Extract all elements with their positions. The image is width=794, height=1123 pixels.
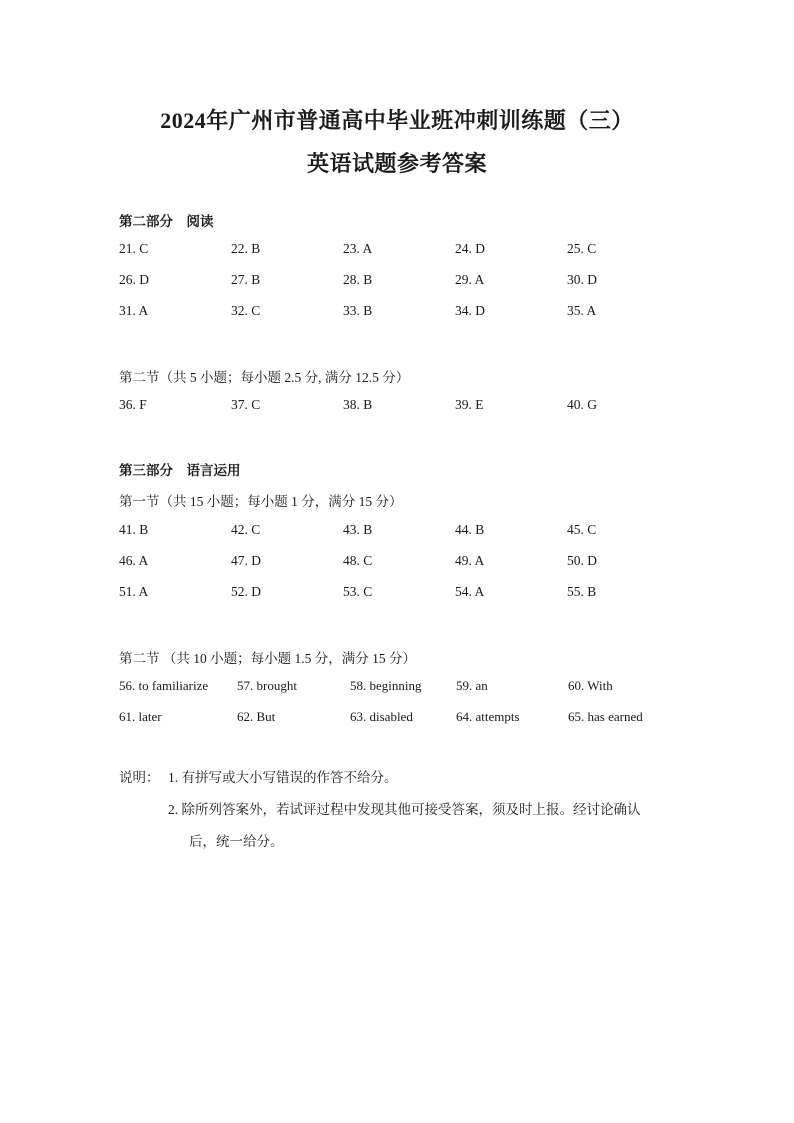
answer-item: 60. With (568, 678, 613, 693)
part3-section1-heading: 第一节（共 15 小题；每小题 1 分，满分 15 分） (119, 494, 403, 509)
answer-item: 63. disabled (350, 709, 413, 724)
answer-item: 53. C (343, 584, 373, 599)
answer-item: 26. D (119, 272, 149, 287)
note-item: 1. 有拼写或大小写错误的作答不给分。 (168, 770, 398, 785)
answer-item: 47. D (231, 553, 261, 568)
answer-item: 39. E (455, 397, 484, 412)
answer-item: 58. beginning (350, 678, 422, 693)
answer-item: 36. F (119, 397, 147, 412)
part2-section2-heading: 第二节（共 5 小题；每小题 2.5 分, 满分 12.5 分） (119, 370, 410, 385)
answer-item: 37. C (231, 397, 261, 412)
answer-item: 27. B (231, 272, 261, 287)
answer-item: 57. brought (237, 678, 297, 693)
answer-item: 42. C (231, 522, 261, 537)
answer-item: 31. A (119, 303, 149, 318)
answer-item: 46. A (119, 553, 149, 568)
answer-item: 32. C (231, 303, 261, 318)
answer-item: 49. A (455, 553, 485, 568)
answer-item: 44. B (455, 522, 485, 537)
answer-item: 34. D (455, 303, 485, 318)
answer-item: 59. an (456, 678, 488, 693)
answer-item: 62. But (237, 709, 276, 724)
answer-item: 50. D (567, 553, 597, 568)
notes-label: 说明： (119, 770, 160, 785)
answer-item: 65. has earned (568, 709, 643, 724)
note-item-continuation: 后，统一给分。 (189, 834, 284, 849)
answer-item: 55. B (567, 584, 597, 599)
answer-item: 29. A (455, 272, 485, 287)
answer-item: 35. A (567, 303, 597, 318)
answer-item: 28. B (343, 272, 373, 287)
answer-item: 64. attempts (456, 709, 520, 724)
answer-item: 48. C (343, 553, 373, 568)
answer-item: 25. C (567, 241, 597, 256)
answer-item: 56. to familiarize (119, 678, 209, 693)
note-item: 2. 除所列答案外，若试评过程中发现其他可接受答案，须及时上报。经讨论确认 (168, 802, 641, 817)
document-subtitle: 英语试题参考答案 (306, 151, 487, 176)
answer-item: 54. A (455, 584, 485, 599)
part2-heading: 第二部分 阅读 (119, 214, 214, 229)
answer-item: 30. D (567, 272, 597, 287)
document-title: 2024年广州市普通高中毕业班冲刺训练题（三） (160, 108, 634, 133)
answer-item: 33. B (343, 303, 373, 318)
answer-item: 40. G (567, 397, 597, 412)
answer-item: 51. A (119, 584, 149, 599)
answer-item: 21. C (119, 241, 149, 256)
answer-item: 38. B (343, 397, 373, 412)
answer-item: 22. B (231, 241, 261, 256)
answer-item: 45. C (567, 522, 597, 537)
answer-item: 61. later (119, 709, 162, 724)
part3-section2-heading: 第二节 （共 10 小题；每小题 1.5 分，满分 15 分） (119, 651, 416, 666)
answer-item: 43. B (343, 522, 373, 537)
answer-item: 41. B (119, 522, 149, 537)
answer-item: 23. A (343, 241, 373, 256)
part3-heading: 第三部分 语言运用 (119, 463, 241, 478)
answer-item: 52. D (231, 584, 261, 599)
answer-item: 24. D (455, 241, 485, 256)
